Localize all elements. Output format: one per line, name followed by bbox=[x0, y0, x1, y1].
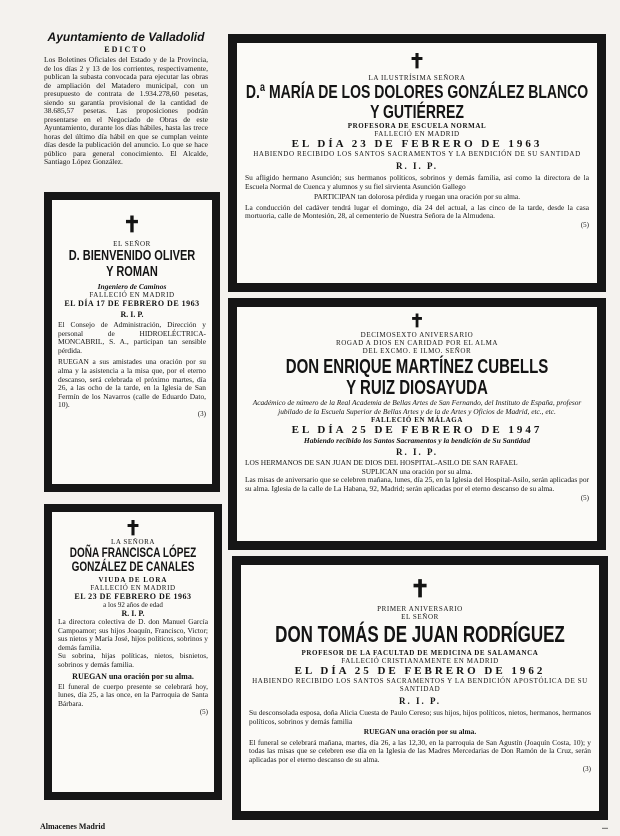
lopez-intro: LA SEÑORA bbox=[110, 538, 156, 546]
juan-place: FALLECIÓ CRISTIANAMENTE EN MADRID bbox=[341, 657, 499, 665]
lopez-body-2: Su sobrina, hijas políticas, nietos, bisnietos, sobrinos y demás familia. bbox=[58, 651, 208, 669]
gonzalez-rip: R. I. P. bbox=[396, 161, 438, 171]
juan-name: DON TOMÁS DE JUAN RODRÍGUEZ bbox=[275, 621, 565, 648]
obituary-lopez bbox=[44, 504, 222, 800]
cross-icon: ✝ bbox=[408, 49, 426, 73]
cubells-line-2: ROGAD A DIOS EN CARIDAD POR EL ALMA bbox=[335, 339, 499, 347]
edict-body: Los Boletines Oficiales del Estado y de la Provincia, de los días 2 y 13 de los corrientes, respectivamente, publican la subasta convocada para ejecutar las obras de ampliación del Matadero municipal, con un presupuesto de contrata de 1.934.278,60 pesetas, siendo su garantía provisional de la cantidad de 38.685,57 pesetas. Las proposiciones podrán presentarse en el Negociado de Obras de este Ayuntamiento, durante los días hábiles, hasta las trece horas del último día hábil en que se cumplan veinte días desde la publicación del anuncio. Lo que se hace público para general conocimiento. El Alcalde, Santiago López González. bbox=[44, 55, 208, 166]
edict-notice bbox=[40, 28, 212, 186]
obituary-oliver bbox=[44, 192, 220, 492]
gonzalez-profession: PROFESORA DE ESCUELA NORMAL bbox=[347, 122, 487, 130]
lopez-widow: VIUDA DE LORA bbox=[98, 576, 168, 584]
oliver-title: Ingeniero de Caminos bbox=[97, 282, 167, 291]
oliver-date: EL DÍA 17 DE FEBRERO DE 1963 bbox=[64, 299, 200, 308]
juan-body-2: El funeral se celebrará mañana, martes, día 26, a las 12,30, en la parroquia de San Agustín (Joaquín Costa, 10); y todas las misas que se celebren ese día en la Iglesia de las Madres Mercedarias de Don Ramón de la Cruz, serán aplicadas por el eterno descanso de su alma. bbox=[249, 737, 591, 764]
gonzalez-intro: LA ILUSTRÍSIMA SEÑORA bbox=[368, 74, 466, 82]
cross-icon: ✝ bbox=[409, 574, 431, 603]
edict-title: Ayuntamiento de Valladolid bbox=[47, 30, 205, 44]
cubells-name-1: DON ENRIQUE MARTÍNEZ CUBELLS bbox=[285, 355, 549, 379]
gonzalez-sacraments: HABIENDO RECIBIDO LOS SANTOS SACRAMENTOS Y LA BENDICIÓN DE SU SANTIDAD bbox=[253, 150, 581, 158]
lopez-name-1: DOÑA FRANCISCA LÓPEZ bbox=[69, 546, 197, 561]
cubells-description: Académico de número de la Real Academia de Bellas Artes de San Fernando, del Instituto de España, profesor jubilado de la Escuela Superior de Bellas Artes y de la de Artes y Oficios de Madrid, etc., etc. bbox=[252, 398, 582, 416]
oliver-name-1: D. BIENVENIDO OLIVER bbox=[68, 248, 196, 265]
gonzalez-place: FALLECIÓ EN MADRID bbox=[374, 130, 460, 138]
gonzalez-date: EL DÍA 23 DE FEBRERO DE 1963 bbox=[291, 138, 543, 150]
juan-date: EL DÍA 25 DE FEBRERO DE 1962 bbox=[294, 665, 546, 677]
oliver-number: (3) bbox=[197, 409, 206, 418]
obituary-cubells bbox=[228, 298, 606, 550]
cross-icon: ✝ bbox=[124, 516, 142, 540]
juan-sacraments: HABIENDO RECIBIDO LOS SANTOS SACRAMENTOS Y LA BENDICIÓN APOSTÓLICA DE SU SANTIDAD bbox=[252, 677, 588, 693]
gonzalez-name-1: D.ª MARÍA DE LOS DOLORES GONZÁLEZ BLANCO bbox=[245, 80, 589, 103]
juan-rip: R. I. P. bbox=[399, 696, 441, 706]
gonzalez-body-2: La conducción del cadáver tendrá lugar el domingo, día 24 del actual, a las cinco de la tarde, desde la casa mortuoria, calle de Montesión, 28, al cementerio de Nuestra Señora de la Almudena. bbox=[245, 202, 589, 221]
footer-right: ... bbox=[602, 822, 608, 831]
cubells-line-1: DECIMOSEXTO ANIVERSARIO bbox=[360, 331, 474, 339]
obituary-gonzalez bbox=[228, 34, 606, 292]
cubells-place: FALLECIÓ EN MÁLAGA bbox=[371, 416, 463, 425]
lopez-number: (5) bbox=[199, 708, 208, 717]
lopez-place: FALLECIÓ EN MADRID bbox=[90, 584, 176, 592]
juan-number: (3) bbox=[582, 764, 591, 773]
cubells-body-2: Las misas de aniversario que se celebren mañana, lunes, día 25, en la Iglesia del Hospital-Asilo, serán aplicadas por su alma. Iglesia de la calle de La Habana, 92, Madrid; serán aplicadas por el eterno descanso de su alma. bbox=[245, 475, 589, 493]
lopez-age: a los 92 años de edad bbox=[103, 601, 163, 609]
gonzalez-participan: PARTICIPAN tan dolorosa pérdida y ruegan una oración por su alma. bbox=[313, 192, 521, 202]
juan-profession: PROFESOR DE LA FACULTAD DE MEDICINA DE SALAMANCA bbox=[301, 649, 539, 657]
oliver-place: FALLECIÓ EN MADRID bbox=[89, 291, 175, 299]
oliver-name-2: Y ROMAN bbox=[106, 264, 158, 281]
oliver-body-2: RUEGAN a sus amistades una oración por su alma y la asistencia a la misa que, por el eterno descanso, será celebrada el próximo martes, día 26, a las ocho de la tarde, en la Iglesia de San Fermín de los Navarros (calle de Eduardo Dato, 10). bbox=[58, 357, 206, 410]
gonzalez-number: (5) bbox=[580, 220, 589, 229]
cubells-body-1: LOS HERMANOS DE SAN JUAN DE DIOS DEL HOSPITAL-ASILO DE SAN RAFAEL bbox=[245, 458, 518, 468]
page-footer bbox=[40, 822, 608, 834]
footer-left: Almacenes Madrid bbox=[40, 822, 106, 831]
juan-line-1: PRIMER ANIVERSARIO bbox=[377, 605, 463, 613]
cross-icon: ✝ bbox=[409, 311, 425, 332]
cubells-suplican: SUPLICAN una oración por su alma. bbox=[361, 466, 473, 476]
cubells-line-3: DEL EXCMO. E ILMO. SEÑOR bbox=[362, 347, 472, 355]
oliver-rip: R. I. P. bbox=[120, 310, 144, 319]
juan-body-1: Su desconsolada esposa, doña Alicia Cuesta de Paulo Cereso; sus hijos, hijos políticos, nietos, hermanos, hermanos políticos, sobrinos y demás familia bbox=[249, 708, 591, 726]
obituary-juan bbox=[232, 556, 608, 820]
cubells-date: EL DÍA 25 DE FEBRERO DE 1947 bbox=[291, 424, 543, 437]
cubells-number: (5) bbox=[580, 493, 589, 502]
cubells-name-2: Y RUIZ DIOSAYUDA bbox=[346, 376, 488, 400]
gonzalez-body-1: Su afligido hermano Asunción; sus hermanos políticos, sobrinos y demás familia, así como la directora de la Escuela Normal de Cuenca y alumnos y su fiel sirvienta Asunción Gallego bbox=[245, 173, 589, 191]
gonzalez-name-2: Y GUTIÉRREZ bbox=[370, 100, 464, 123]
cubells-sacraments: Habiendo recibido los Santos Sacramentos y la bendición de Su Santidad bbox=[303, 436, 531, 446]
edict-subtitle: EDICTO bbox=[104, 45, 148, 54]
lopez-date: EL 23 DE FEBRERO DE 1963 bbox=[74, 592, 192, 601]
lopez-ruegan: RUEGAN una oración por su alma. bbox=[72, 671, 194, 681]
lopez-name-2: GONZÁLEZ DE CANALES bbox=[71, 560, 195, 575]
cross-icon: ✝ bbox=[122, 212, 142, 238]
lopez-rip: R. I. P. bbox=[121, 609, 145, 618]
juan-line-2: EL SEÑOR bbox=[401, 613, 439, 621]
cubells-rip: R. I. P. bbox=[396, 447, 438, 458]
oliver-body-1: El Consejo de Administración, Dirección y personal de HIDROELÉCTRICA-MONCABRIL, S. A., participan tan sensible pérdida. bbox=[58, 320, 206, 355]
lopez-body-1: La directora colectiva de D. don Manuel García Campoamor; sus hijos Joaquín, Francisco, Victor; sus nietos y María José, hijos políticos, sobrinos y demás familia. bbox=[58, 617, 208, 652]
juan-ruegan: RUEGAN una oración por su alma. bbox=[363, 727, 477, 737]
oliver-intro: EL SEÑOR bbox=[113, 240, 151, 248]
lopez-body-3: El funeral de cuerpo presente se celebrará hoy, lunes, día 25, a las once, en la Parroquia de Santa Bárbara. bbox=[58, 681, 208, 708]
